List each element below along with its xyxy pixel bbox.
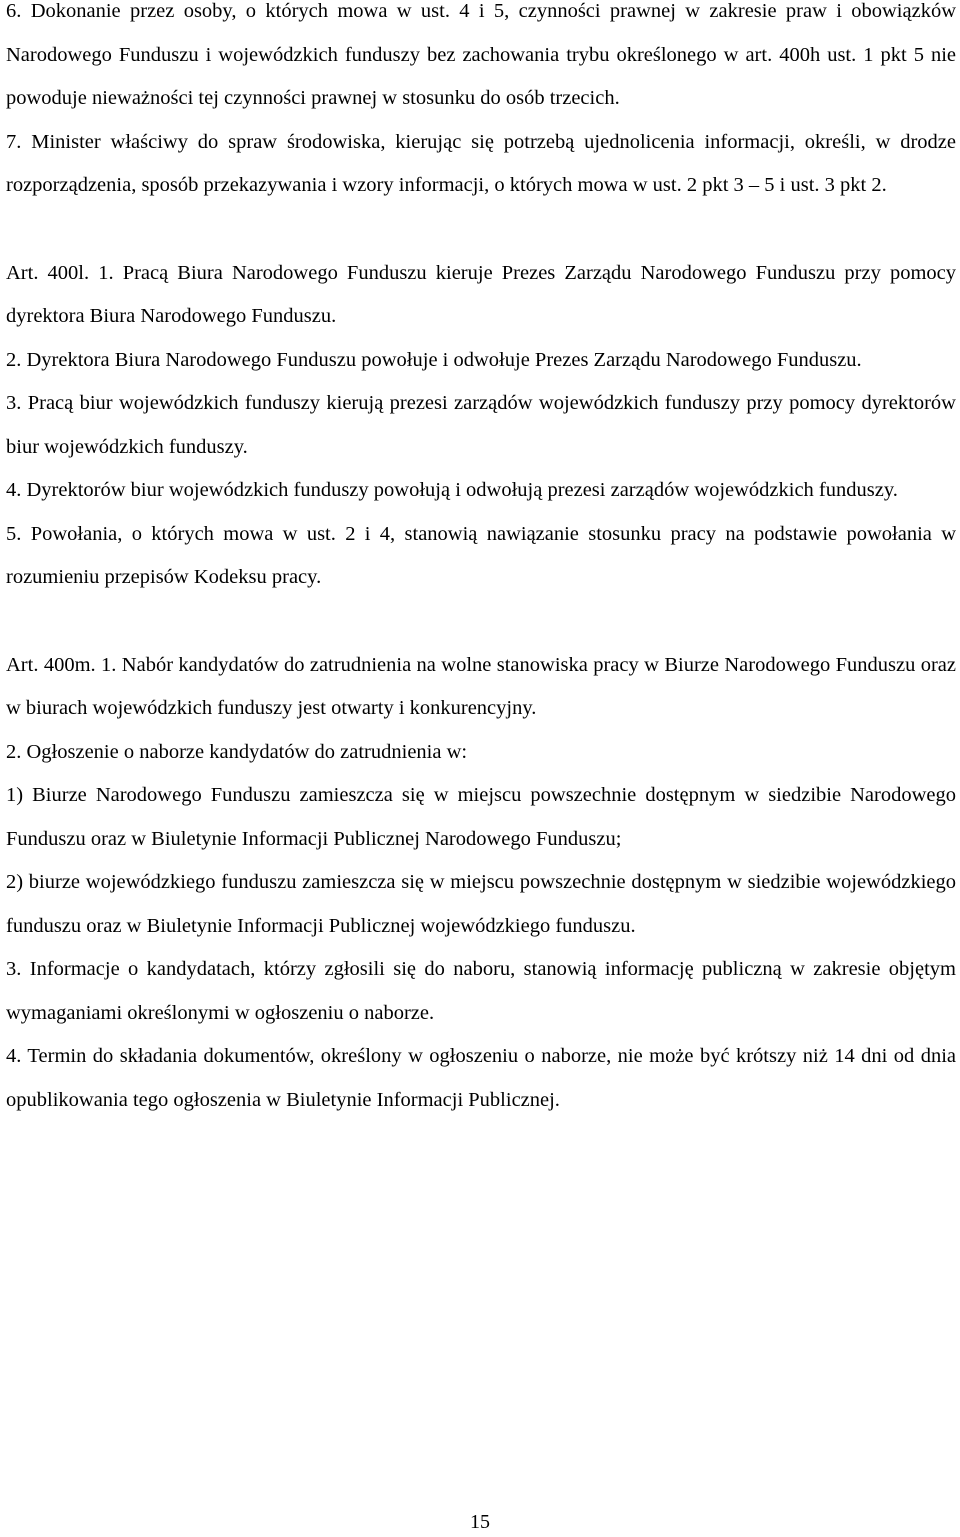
paragraph-7-regulation: 7. Minister właściwy do spraw środowiska, kierując się potrzebą ujednolicenia informacji, określi, w drodze rozporządzenia, sposób przekazywania i wzory informacji, o których mowa w ust. 2 pkt 3 – 5 i ust. 3 pkt 2. [6,130,956,196]
article-400m-paragraph-1: Art. 400m. 1. Nabór kandydatów do zatrudnienia na wolne stanowiska pracy w Biurze Narodowego Funduszu oraz w biurach wojewódzkich funduszy jest otwarty i konkurencyjny. [6,653,956,719]
article-400l-paragraph-2: 2. Dyrektora Biura Narodowego Funduszu powołuje i odwołuje Prezes Zarządu Narodowego Funduszu. [6,348,862,371]
paragraph-6-validity: 6. Dokonanie przez osoby, o których mowa w ust. 4 i 5, czynności prawnej w zakresie praw i obowiązków Narodowego Funduszu i wojewódzkich funduszy bez zachowania trybu określonego w art. 400h ust. 1 pkt 5 nie powoduje nieważności tej czynności prawnej w stosunku do osób trzecich. [6,0,956,109]
article-400m-paragraph-3: 3. Informacje o kandydatach, którzy zgłosili się do naboru, stanowią informację publiczną w zakresie objętym wymaganiami określonymi w ogłoszeniu o naborze. [6,958,956,1024]
article-400l-paragraph-4: 4. Dyrektorów biur wojewódzkich funduszy powołują i odwołują prezesi zarządów wojewódzkich funduszy. [6,479,898,501]
article-400l-paragraph-1: Art. 400l. 1. Pracą Biura Narodowego Funduszu kieruje Prezes Zarządu Narodowego Funduszu przy pomocy dyrektora Biura Narodowego Funduszu. [6,261,956,327]
article-400l-paragraph-5: 5. Powołania, o których mowa w ust. 2 i 4, stanowią nawiązanie stosunku pracy na podstawie powołania w rozumieniu przepisów Kodeksu pracy. [6,522,956,588]
article-400m-paragraph-4: 4. Termin do składania dokumentów, określony w ogłoszeniu o naborze, nie może być krótszy niż 14 dni od dnia opublikowania tego ogłoszenia w Biuletynie Informacji Publicznej. [6,1045,956,1111]
article-400m-point-1: 1) Biurze Narodowego Funduszu zamieszcza się w miejscu powszechnie dostępnym w siedzibie Narodowego Funduszu oraz w Biuletynie Informacji Publicznej Narodowego Funduszu; [6,784,956,850]
article-400m-paragraph-2: 2. Ogłoszenie o naborze kandydatów do zatrudnienia w: [6,740,468,763]
page-number: 15 [470,1511,490,1533]
article-400m-point-2: 2) biurze wojewódzkiego funduszu zamieszcza się w miejscu powszechnie dostępnym w siedzibie wojewódzkiego funduszu oraz w Biuletynie Informacji Publicznej wojewódzkiego funduszu. [6,871,956,937]
article-400l-paragraph-3: 3. Pracą biur wojewódzkich funduszy kierują prezesi zarządów wojewódzkich funduszy przy pomocy dyrektorów biur wojewódzkich funduszy. [6,392,956,458]
section-gap [6,208,956,252]
section-gap [6,600,956,644]
